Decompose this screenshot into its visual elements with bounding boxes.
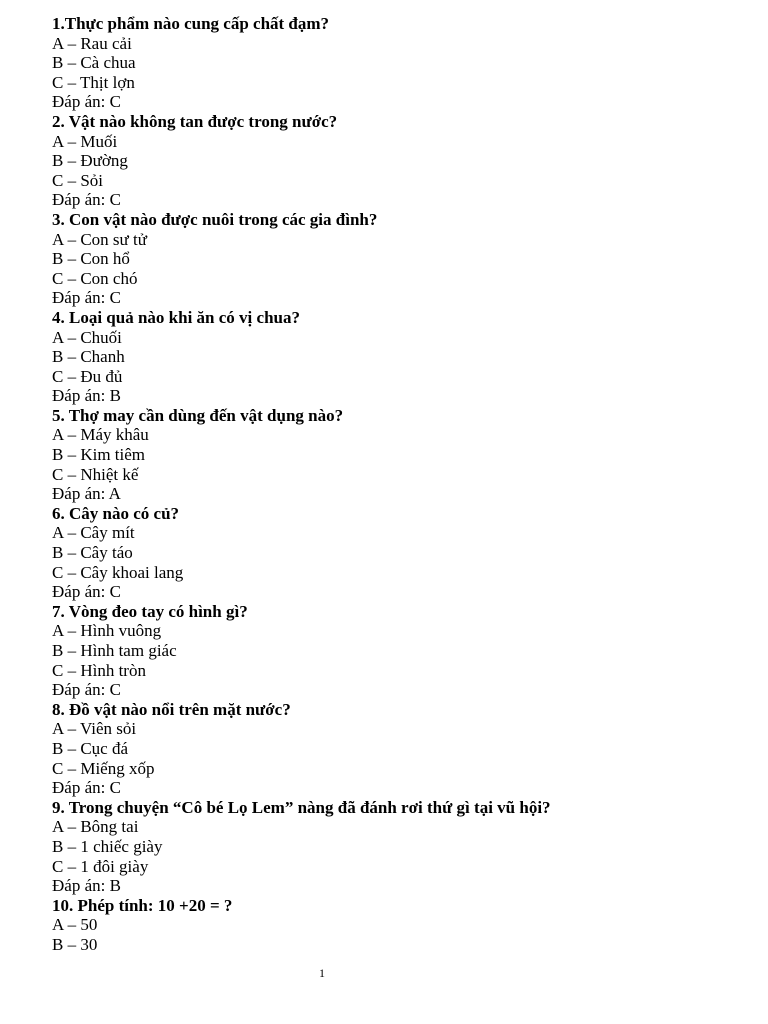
question-6: 6. Cây nào có củ? — [52, 503, 180, 523]
question-4-option-a: A – Chuối — [52, 327, 122, 347]
question-6-option-b: B – Cây táo — [52, 543, 133, 563]
question-1-option-c: C – Thịt lợn — [52, 72, 135, 92]
question-6-answer: Đáp án: C — [52, 582, 121, 602]
question-5-option-b: B – Kim tiêm — [52, 445, 146, 465]
question-3-answer: Đáp án: C — [52, 288, 121, 308]
question-1: 1.Thực phẩm nào cung cấp chất đạm? — [52, 14, 330, 33]
question-7-option-c: C – Hình tròn — [52, 660, 146, 680]
question-4: 4. Loại quả nào khi ăn có vị chua? — [52, 307, 300, 327]
question-4-answer: Đáp án: B — [52, 386, 121, 406]
question-1-option-a: A – Rau cải — [52, 33, 132, 53]
question-3: 3. Con vật nào được nuôi trong các gia đình? — [52, 209, 378, 229]
question-9-option-a: A – Bông tai — [52, 817, 139, 837]
question-2: 2. Vật nào không tan được trong nước? — [52, 111, 338, 131]
question-5-answer: Đáp án: A — [52, 484, 121, 504]
question-8-option-c: C – Miếng xốp — [52, 758, 155, 778]
question-8-answer: Đáp án: C — [52, 778, 121, 798]
question-8: 8. Đồ vật nào nổi trên mặt nước? — [52, 699, 291, 719]
quiz-document — [52, 14, 752, 955]
question-2-option-c: C – Sỏi — [52, 170, 104, 190]
question-2-answer: Đáp án: C — [52, 190, 121, 210]
question-9: 9. Trong chuyện “Cô bé Lọ Lem” nàng đã đánh rơi thứ gì tại vũ hội? — [52, 797, 551, 817]
question-9-option-c: C – 1 đôi giày — [52, 856, 149, 876]
question-10-option-b: B – 30 — [52, 934, 98, 954]
question-6-option-c: C – Cây khoai lang — [52, 562, 184, 582]
question-8-option-b: B – Cục đá — [52, 738, 129, 758]
question-9-option-b: B – 1 chiếc giày — [52, 836, 163, 856]
question-3-option-b: B – Con hổ — [52, 249, 130, 269]
question-7-option-a: A – Hình vuông — [52, 621, 162, 641]
question-10-option-a: A – 50 — [52, 915, 98, 935]
question-5-option-c: C – Nhiệt kế — [52, 464, 139, 484]
question-5-option-a: A – Máy khâu — [52, 425, 149, 445]
page-number: 1 — [319, 966, 325, 980]
question-1-option-b: B – Cà chua — [52, 53, 136, 73]
question-6-option-a: A – Cây mít — [52, 523, 135, 543]
question-5: 5. Thợ may cần dùng đến vật dụng nào? — [52, 405, 344, 425]
question-7: 7. Vòng đeo tay có hình gì? — [52, 601, 248, 621]
question-3-option-a: A – Con sư tử — [52, 229, 147, 249]
question-8-option-a: A – Viên sỏi — [52, 719, 137, 739]
question-2-option-b: B – Đường — [52, 151, 128, 171]
question-7-answer: Đáp án: C — [52, 680, 121, 700]
question-4-option-b: B – Chanh — [52, 347, 125, 367]
question-3-option-c: C – Con chó — [52, 268, 138, 288]
question-2-option-a: A – Muối — [52, 131, 118, 151]
question-7-option-b: B – Hình tam giác — [52, 641, 177, 660]
question-9-answer: Đáp án: B — [52, 876, 121, 896]
question-1-answer: Đáp án: C — [52, 92, 121, 112]
question-10: 10. Phép tính: 10 +20 = ? — [52, 895, 233, 915]
question-4-option-c: C – Đu đủ — [52, 366, 123, 386]
